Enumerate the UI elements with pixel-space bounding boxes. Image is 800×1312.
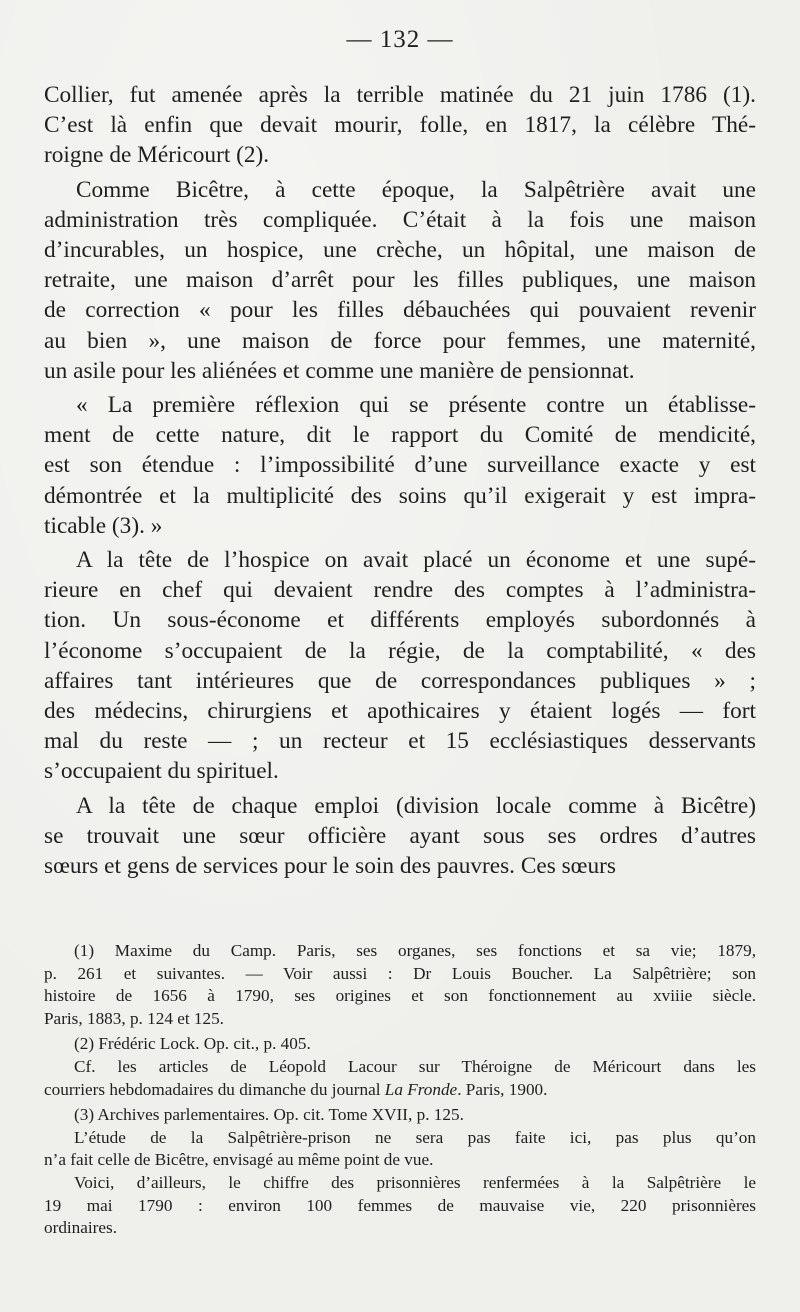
footnote-line [44, 1172, 756, 1195]
footnote-line [44, 1008, 756, 1031]
footnote-line [44, 963, 756, 986]
paragraph [44, 390, 756, 541]
footnote-line [44, 1127, 756, 1150]
text-line: de correction « pour les filles débauchées qui pouvaient revenir [44, 297, 756, 324]
footnote-text: L’étude de la Salpêtrière-prison ne sera pas faite ici, pas plus qu’on [74, 1127, 756, 1147]
text-line: roigne de Méricourt (2). [44, 142, 270, 169]
footnote [44, 1104, 756, 1240]
footnote-line [44, 1149, 756, 1172]
italic-title: La Fronde [384, 1079, 458, 1099]
text-line: ment de cette nature, dit le rapport du Comité de mendicité, [44, 422, 756, 449]
text-line: se trouvait une sœur officière ayant sous ses ordres d’autres [44, 822, 756, 849]
paragraph [44, 545, 756, 787]
footnote-line [44, 1195, 756, 1218]
text-line: des médecins, chirurgiens et apothicaires y étaient logés — fort [44, 698, 756, 725]
main-text [44, 80, 756, 881]
footnote-line [44, 985, 756, 1008]
footnote-text: (2) Frédéric Lock. Op. cit., p. 405. [74, 1034, 311, 1054]
text-line: l’économe s’occupaient de la régie, de la comptabilité, « des [44, 637, 756, 664]
paragraph [44, 791, 756, 882]
text-line: démontrée et la multiplicité des soins qu’il exigerait y est impra- [44, 482, 756, 509]
text-line: administration très compliquée. C’était à la fois une maison [44, 206, 756, 233]
text-line: mal du reste — ; un recteur et 15 ecclésiastiques desservants [44, 728, 756, 755]
text-line: « La première réflexion qui se présente contre un établisse- [76, 392, 756, 419]
footnote-text: (3) Archives parlementaires. Op. cit. Tome XVII, p. 125. [74, 1105, 464, 1125]
text-line: Collier, fut amenée après la terrible matinée du 21 juin 1786 (1). [44, 82, 756, 108]
text-line: Comme Bicêtre, à cette époque, la Salpêtrière avait une [76, 176, 756, 203]
text-line: tion. Un sous-économe et différents employés subordonnés à [44, 607, 756, 634]
footnote-text: . Paris, 1900. [457, 1079, 548, 1099]
text-line: est son étendue : l’impossibilité d’une surveillance exacte y est [44, 452, 756, 479]
footnote-text: p. 261 et suivantes. — Voir aussi : Dr Louis Boucher. La Salpêtrière; son [44, 963, 756, 983]
text-line: sœurs et gens de services pour le soin des pauvres. Ces sœurs [44, 853, 616, 880]
footnote-line [44, 1079, 756, 1102]
footnote-text: courriers hebdomadaires du dimanche du journal [44, 1079, 385, 1099]
footnote-line [44, 1104, 756, 1127]
footnote-text: 19 mai 1790 : environ 100 femmes de mauvaise vie, 220 prisonnières [44, 1195, 756, 1215]
footnote-text: ordinaires. [44, 1218, 118, 1238]
footnote-line [44, 1056, 756, 1079]
text-line: ticable (3). » [44, 512, 163, 539]
footnote-text: histoire de 1656 à 1790, ses origines et son fonctionnement au xviiie siècle. [44, 986, 756, 1006]
text-line: rieure en chef qui devaient rendre des comptes à l’administra- [44, 577, 756, 604]
page-number: — 132 — [346, 26, 454, 53]
footnote-line [44, 1217, 756, 1240]
footnote-text: Paris, 1883, p. 124 et 125. [44, 1008, 224, 1028]
footnote [44, 940, 756, 1030]
footnote-text: Cf. les articles de Léopold Lacour sur Théroigne de Méricourt dans les [74, 1056, 756, 1076]
text-line: C’est là enfin que devait mourir, folle, en 1817, la célèbre Thé- [44, 112, 756, 139]
text-line: au bien », une maison de force pour femmes, une maternité, [44, 327, 756, 354]
footnote-line [44, 1033, 756, 1056]
text-line: d’incurables, un hospice, une crèche, un hôpital, une maison de [44, 237, 756, 264]
text-line: affaires tant intérieures que de correspondances publiques » ; [44, 667, 756, 694]
text-line: A la tête de chaque emploi (division locale comme à Bicêtre) [76, 792, 756, 819]
footnotes [44, 940, 756, 1243]
text-line: s’occupaient du spirituel. [44, 758, 279, 785]
footnote-text: (1) Maxime du Camp. Paris, ses organes, ses fonctions et sa vie; 1879, [74, 941, 756, 960]
footnote [44, 1033, 756, 1101]
paragraph [44, 175, 756, 386]
paragraph [44, 80, 756, 171]
text-line: un asile pour les aliénées et comme une manière de pensionnat. [44, 357, 635, 384]
text-line: A la tête de l’hospice on avait placé un économe et une supé- [76, 547, 756, 574]
footnote-text: Voici, d’ailleurs, le chiffre des prisonnières renfermées à la Salpêtrière le [74, 1172, 756, 1192]
footnote-text: n’a fait celle de Bicêtre, envisagé au même point de vue. [44, 1150, 434, 1170]
text-line: retraite, une maison d’arrêt pour les filles publiques, une maison [44, 267, 756, 294]
footnote-line [44, 940, 756, 963]
